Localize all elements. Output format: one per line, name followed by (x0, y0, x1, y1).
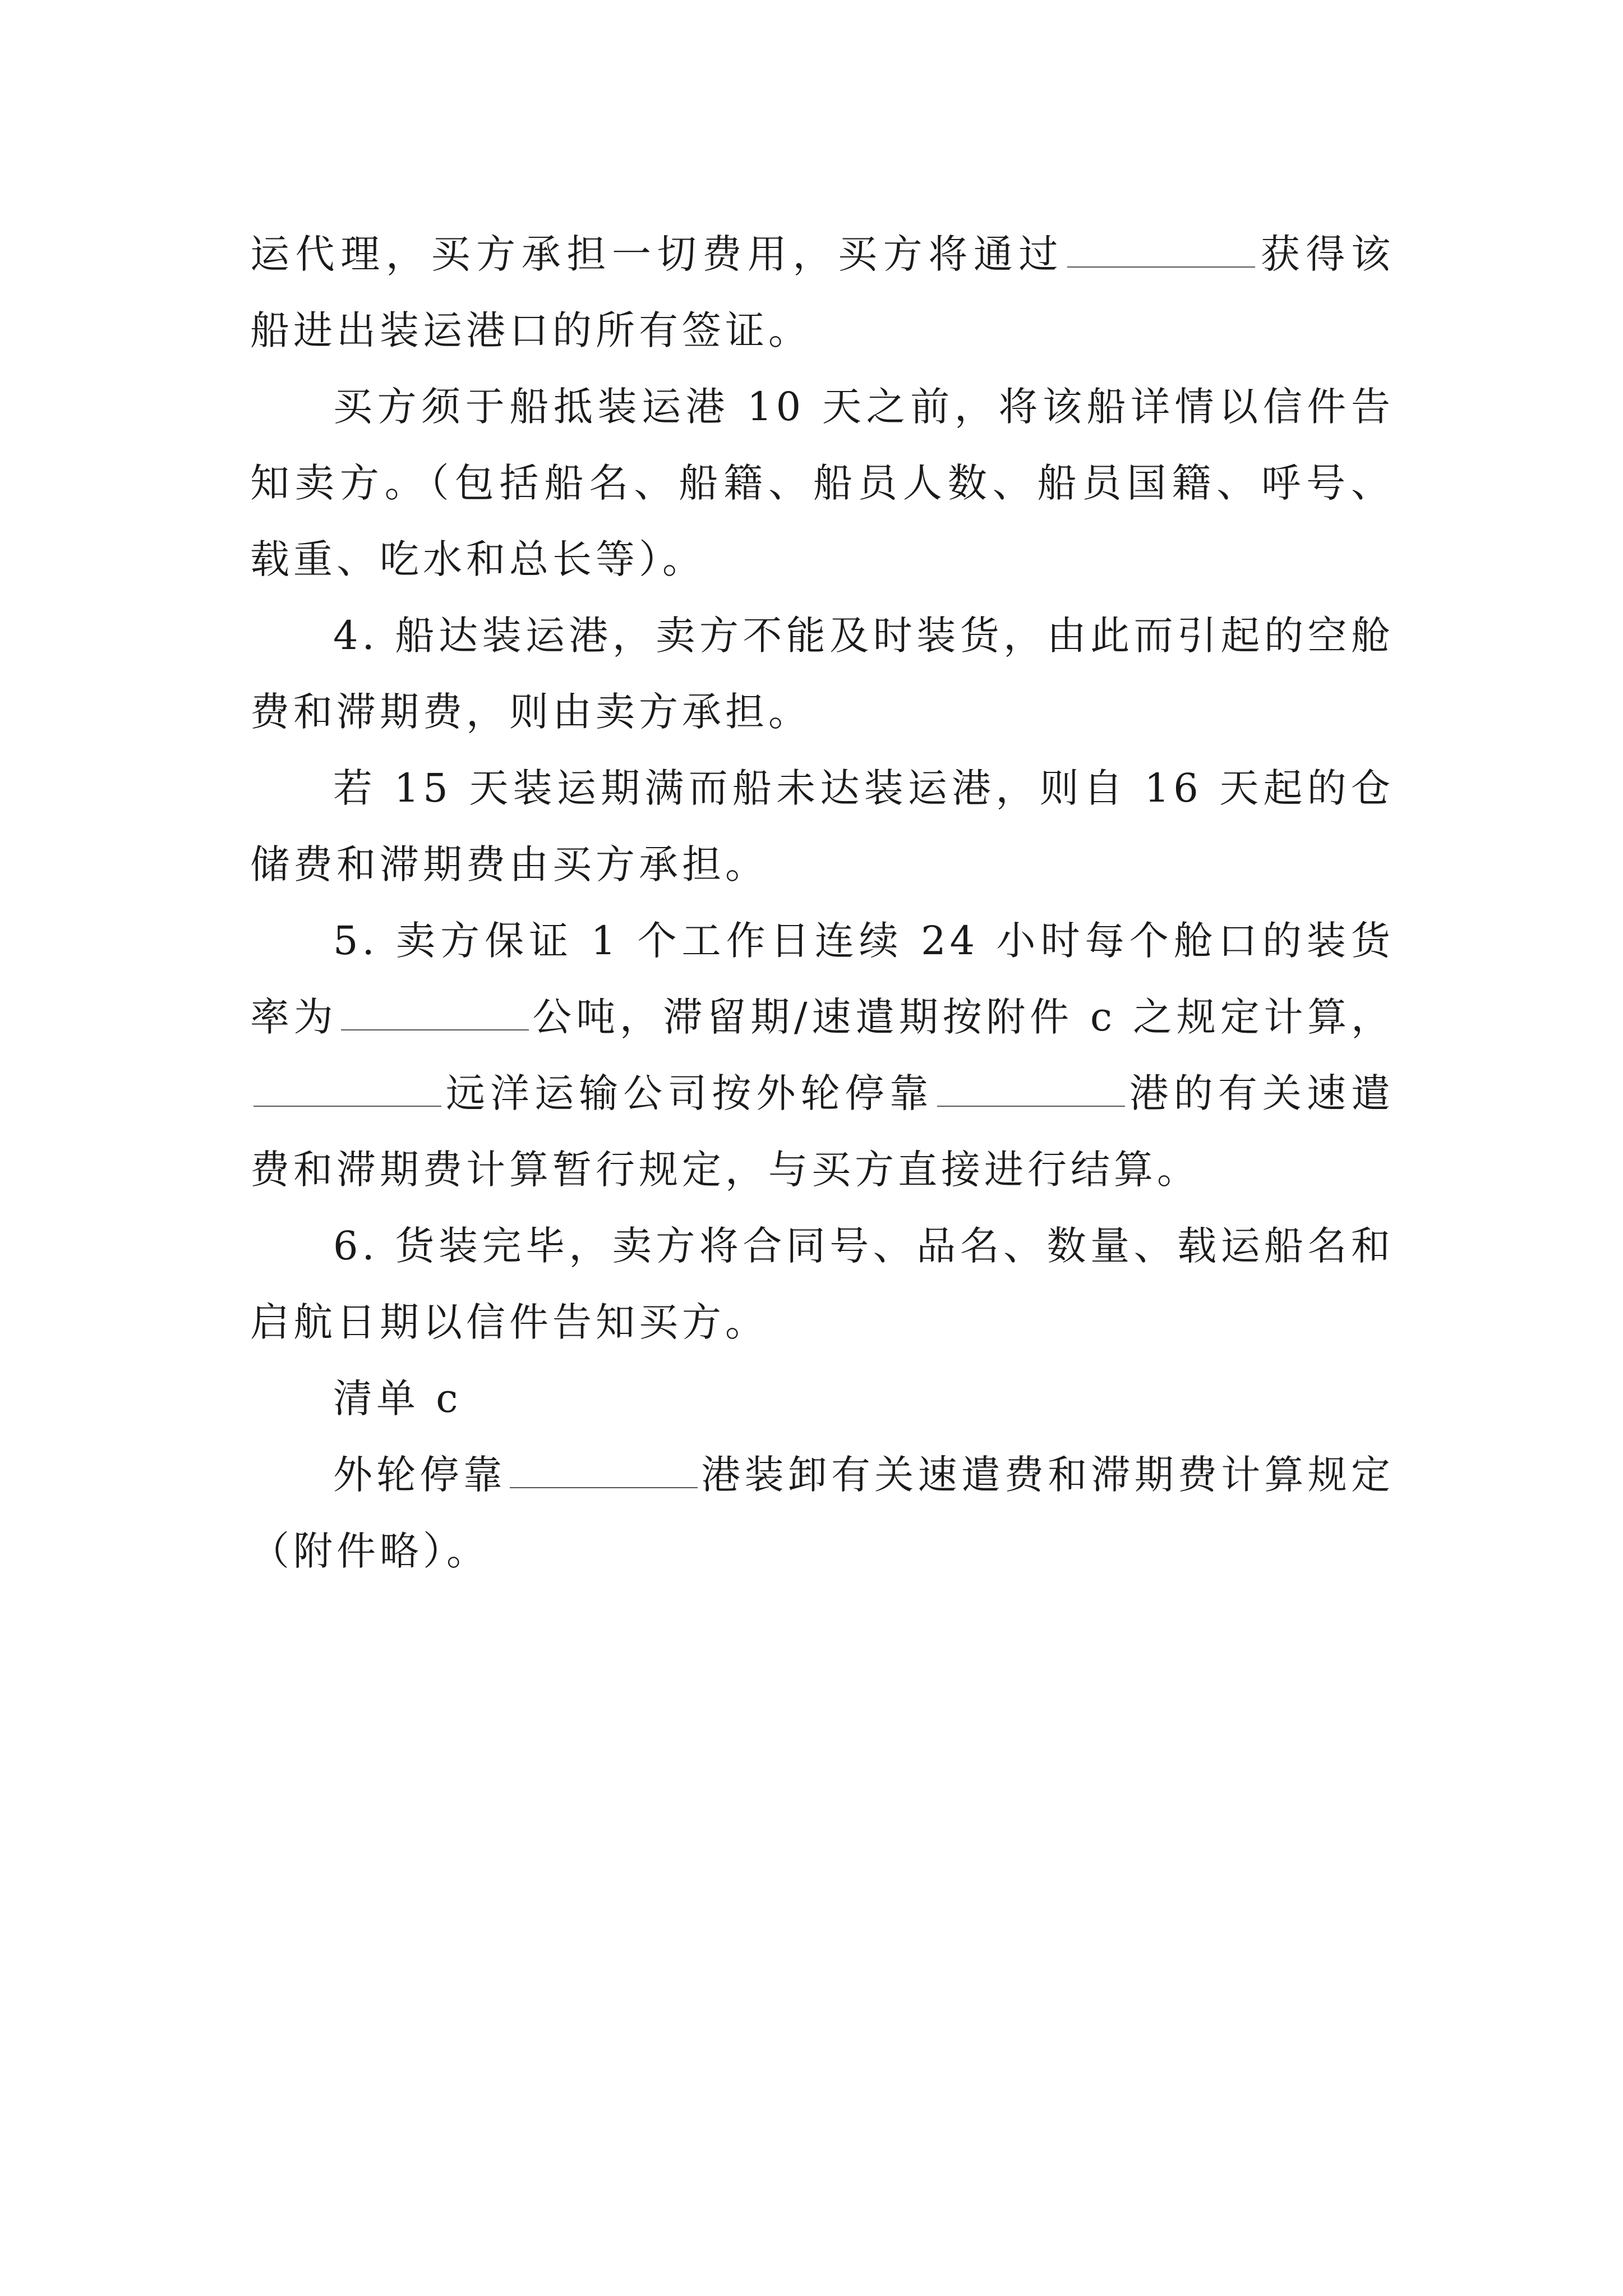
fill-in-blank[interactable] (253, 1105, 441, 1107)
paragraph-clause-4: 4. 船达装运港，卖方不能及时装货，由此而引起的空舱费和滞期费，则由卖方承担。 (250, 613, 1394, 735)
text-segment: 外轮停靠 (333, 1452, 506, 1498)
paragraph-port-rules (250, 1437, 1394, 1589)
fill-in-blank[interactable] (1067, 266, 1255, 268)
text-segment: 5. 卖方保证 1 个工作日连续 24 小时每个舱口的装货率为 (250, 918, 1394, 1040)
paragraph-shipping-agent (250, 216, 1394, 369)
text-segment: 获得该船进出装运港口的所有签证。 (250, 231, 1395, 353)
fill-in-blank[interactable] (937, 1105, 1125, 1107)
text-segment: 港的有关速遣费和滞期费计算暂行规定，与买方直接进行结算。 (250, 1070, 1395, 1193)
paragraph-clause-6: 6. 货装完毕，卖方将合同号、品名、数量、载运船名和启航日期以信件告知买方。 (250, 1223, 1394, 1345)
text-segment: 运代理，买方承担一切费用，买方将通过 (250, 231, 1064, 277)
text-segment: 港装卸有关速遣费和滞期费计算规定（附件略）。 (250, 1452, 1394, 1574)
paragraph-storage-fees: 若 15 天装运期满而船未达装运港，则自 16 天起的仓储费和滞期费由买方承担。 (250, 765, 1394, 887)
paragraph-vessel-details-notice: 买方须于船抵装运港 10 天之前，将该船详情以信件告知卖方。（包括船名、船籍、船员人数、船员国籍、呼号、载重、吃水和总长等）。 (250, 384, 1394, 582)
document-body (250, 216, 1394, 1589)
list-heading: 清单 c (333, 1375, 462, 1421)
fill-in-blank[interactable] (510, 1487, 698, 1488)
fill-in-blank[interactable] (341, 1029, 529, 1030)
text-segment: 公吨，滞留期/速遣期按附件 c 之规定计算， (532, 994, 1394, 1040)
text-segment: 远洋运输公司按外轮停靠 (445, 1070, 934, 1116)
paragraph-clause-5 (250, 903, 1394, 1208)
